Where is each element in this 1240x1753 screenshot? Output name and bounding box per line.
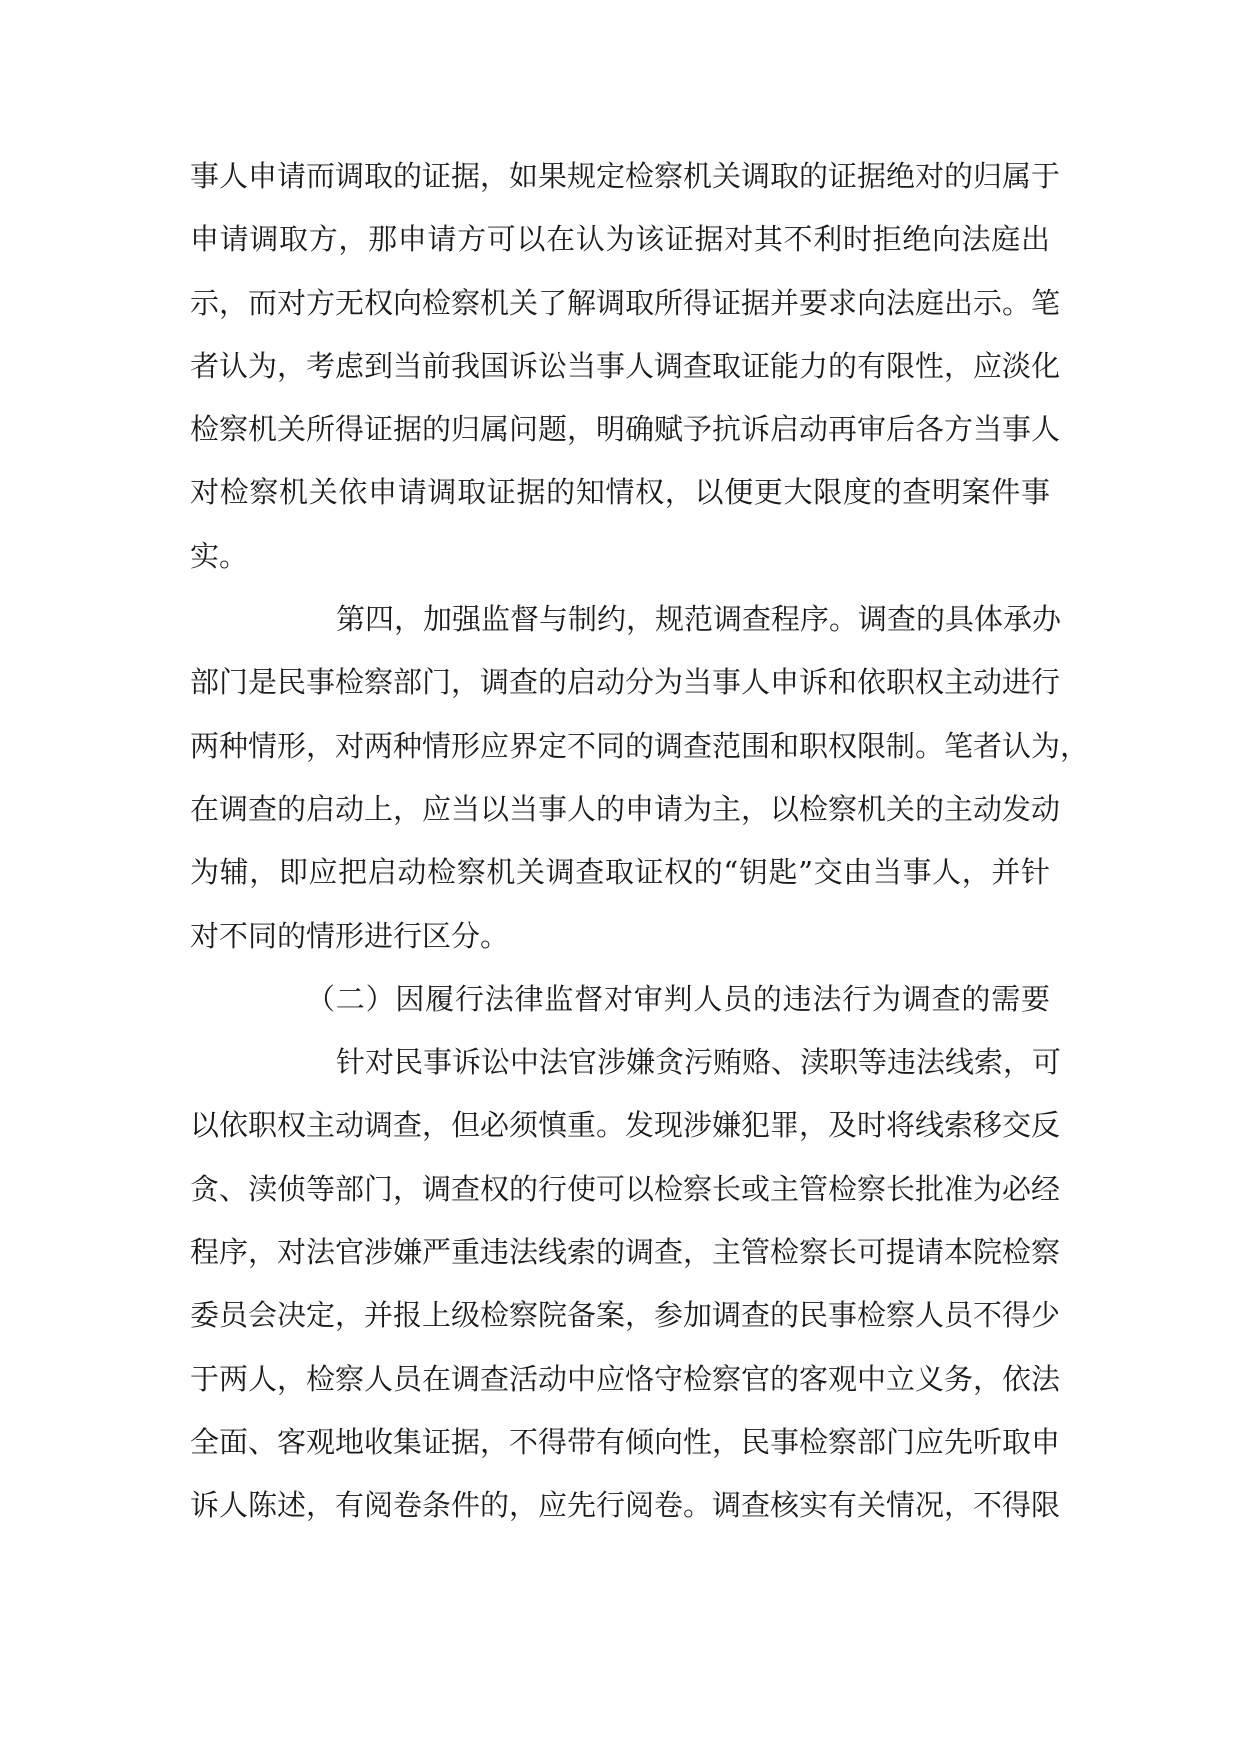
text-line: 两种情形，对两种情形应界定不同的调查范围和职权限制。笔者认为，: [190, 728, 1090, 763]
section-heading: （二）因履行法律监督对审判人员的违法行为调查的需要: [306, 981, 1050, 1016]
text-line: 者认为，考虑到当前我国诉讼当事人调查取证能力的有限性，应淡化: [190, 348, 1061, 383]
text-line: 事人申请而调取的证据，如果规定检察机关调取的证据绝对的归属于: [190, 159, 1061, 193]
document-body: [190, 145, 1090, 1538]
text-line: 对检察机关依申请调取证据的知情权，以便更大限度的查明案件事: [190, 475, 1050, 510]
text-line: 在调查的启动上，应当以当事人的申请为主，以检察机关的主动发动: [190, 791, 1061, 826]
text-line: 示，而对方无权向检察机关了解调取所得证据并要求向法庭出示。笔: [190, 285, 1061, 320]
text-line: 贪、渎侦等部门，调查权的行使可以检察长或主管检察长批准为必经: [190, 1171, 1061, 1206]
text-line: 程序，对法官涉嫌严重违法线索的调查，主管检察长可提请本院检察: [190, 1235, 1061, 1270]
text-line: 全面、客观地收集证据，不得带有倾向性，民事检察部门应先听取申: [190, 1424, 1061, 1459]
text-line: 申请调取方，那申请方可以在认为该证据对其不利时拒绝向法庭出: [190, 222, 1050, 257]
text-line: 实。: [190, 538, 249, 573]
text-line: 检察机关所得证据的归属问题，明确赋予抗诉启动再审后各方当事人: [190, 412, 1061, 447]
text-line: 为辅，即应把启动检察机关调查取证权的“钥匙”交由当事人，并针: [190, 855, 1050, 890]
text-line: 部门是民事检察部门，调查的启动分为当事人申诉和依职权主动进行: [190, 665, 1061, 700]
text-line: 委员会决定，并报上级检察院备案，参加调查的民事检察人员不得少: [190, 1298, 1061, 1333]
text-line: 诉人陈述，有阅卷条件的，应先行阅卷。调查核实有关情况，不得限: [190, 1488, 1061, 1523]
paragraph-first-line: 第四，加强监督与制约，规范调查程序。调查的具体承办: [336, 602, 1062, 637]
paragraph-first-line: 针对民事诉讼中法官涉嫌贪污贿赂、渎职等违法线索，可: [336, 1045, 1062, 1080]
text-line: 以依职权主动调查，但必须慎重。发现涉嫌犯罪，及时将线索移交反: [190, 1108, 1061, 1143]
text-line: 对不同的情形进行区分。: [190, 918, 510, 953]
text-line: 于两人，检察人员在调查活动中应恪守检察官的客观中立义务，依法: [190, 1361, 1061, 1396]
